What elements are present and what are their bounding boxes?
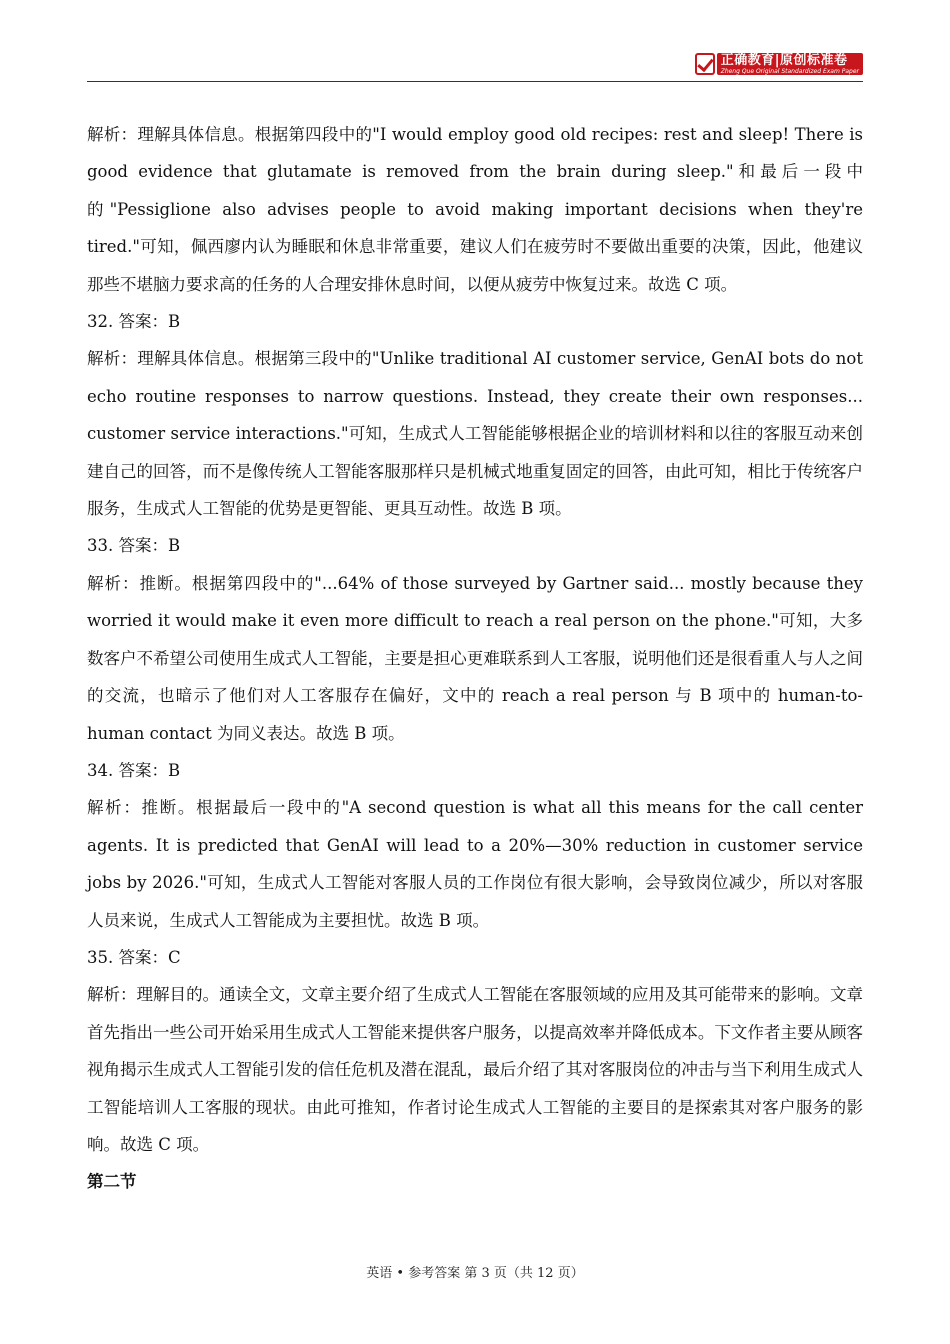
answer-q34: 34. 答案：B — [87, 760, 181, 780]
answer-q35: 35. 答案：C — [87, 947, 181, 967]
section-title: 第二节 — [87, 1172, 137, 1192]
page-footer: 英语 • 参考答案 第 3 页（共 12 页） — [366, 1266, 584, 1281]
analysis-q35: 解析：理解目的。通读全文，文章主要介绍了生成式人工智能在客服领域的应用及其可能带来的影响。文章首先指出一些公司开始采用生成式人工智能来提供客户服务，以提高效率并降低成本。下文作者主要从顾客视角揭示生成式人工智能引发的信任危机及潜在混乱，最后介绍了其对客服岗位的冲击与当下利用生成式人工智能培训人工客服的现状。由此可推知，作者讨论生成式人工智能的主要目的是探索其对客户服务的影响。故选 C 项。 — [87, 985, 863, 1154]
analysis-q32: 解析：理解具体信息。根据第三段中的"Unlike traditional AI customer service, GenAI bots do not echo routine responses to narrow questions. Instead, they create their own responses... customer service interactions."可知，生成式人工智能能够根据企业的培训材料和以往的客服互动来创建自己的回答，而不是像传统人工智能客服那样只是机械式地重复固定的回答，由此可知，相比于传统客户服务，生成式人工智能的优势是更智能、更具互动性。故选 B 项。 — [87, 349, 863, 519]
checkmark-icon — [695, 53, 715, 75]
logo-band — [717, 53, 863, 75]
answer-content — [87, 116, 863, 1201]
answer-q32: 32. 答案：B — [87, 312, 181, 332]
analysis-q31: 解析：理解具体信息。根据第四段中的"I would employ good old recipes: rest and sleep! There is good evidence that glutamate is removed from the brain during sleep."和最后一段中的"Pessiglione also advises people to avoid making important decisions when they're tired."可知，佩西廖内认为睡眠和休息非常重要，建议人们在疲劳时不要做出重要的决策，因此，他建议那些不堪脑力要求高的任务的人合理安排休息时间，以便从疲劳中恢复过来。故选 C 项。 — [87, 125, 863, 294]
logo-main-text: 正确教育|原创标准卷 — [720, 52, 848, 68]
publisher-logo — [695, 50, 863, 78]
answer-q33: 33. 答案：B — [87, 536, 181, 556]
analysis-q33: 解析：推断。根据第四段中的"...64% of those surveyed by Gartner said... mostly because they worried it would make it even more difficult to reach a real person on the phone."可知，大多数客户不希望公司使用生成式人工智能，主要是担心更难联系到人工客服，说明他们还是很看重人与人之间的交流，也暗示了他们对人工客服存在偏好，文中的 reach a real person 与 B 项中的 human-to-human contact 为同义表达。故选 B 项。 — [87, 573, 863, 743]
analysis-q34: 解析：推断。根据最后一段中的"A second question is what all this means for the call center agents. It is predicted that GenAI will lead to a 20%—30% reduction in customer service jobs by 2026."可知，生成式人工智能对客服人员的工作岗位有很大影响，会导致岗位减少，所以对客服人员来说，生成式人工智能成为主要担忧。故选 B 项。 — [87, 798, 863, 930]
header-divider — [87, 81, 863, 82]
logo-sub-text: Zheng Que Original Standardized Exam Paper — [720, 67, 859, 75]
